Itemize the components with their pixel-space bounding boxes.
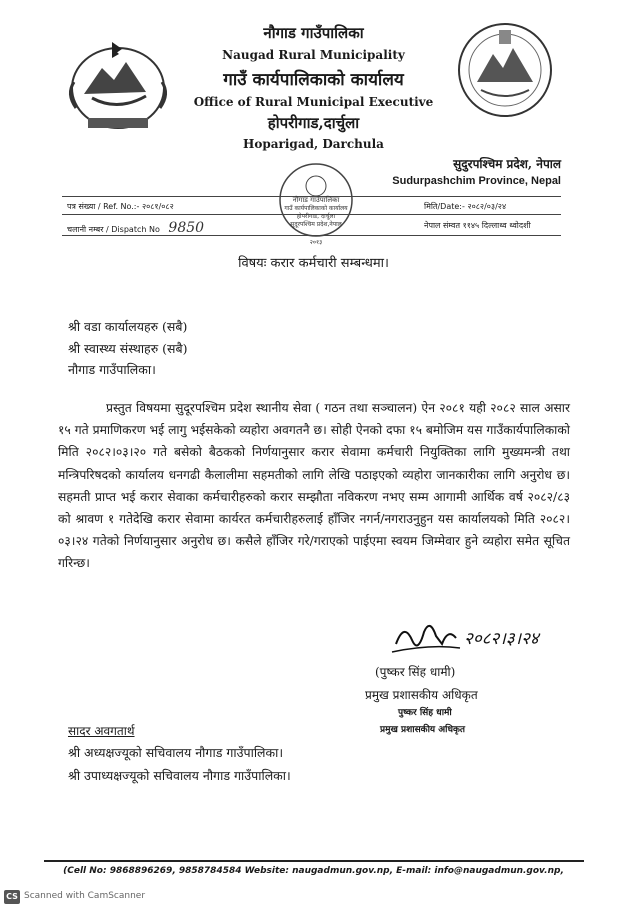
stamp-line5: २०१३ <box>309 239 323 246</box>
office-name-en: Office of Rural Municipal Executive <box>193 95 434 109</box>
letter-body <box>58 397 570 575</box>
signatory-stamp-name: पुष्कर सिंह धामी <box>398 708 452 718</box>
ref-label: पत्र संख्या / Ref. No.:- <box>67 202 140 211</box>
province-np: सुदुरपश्चिम प्रदेश, नेपाल <box>453 157 561 171</box>
date <box>424 201 506 212</box>
recipient-line: नौगाड गाउँपालिका। <box>68 362 156 377</box>
signatory-stamp-title: प्रमुख प्रशासकीय अधिकृत <box>380 725 466 735</box>
signature-date: २०८२।३।२४ <box>464 629 539 649</box>
ref-value: २०८१/०८२ <box>141 202 174 211</box>
province-en: Sudurpashchim Province, Nepal <box>392 175 561 187</box>
date-value: २०८२/०३/२४ <box>467 202 507 211</box>
cc-line: श्री अध्यक्षज्यूको सचिवालय नौगाड गाउँपालिका। <box>68 745 284 760</box>
stamp-line4: सुदूरपश्चिम प्रदेश,नेपाल <box>290 221 342 228</box>
municipality-name-np: नौगाड गाउँपालिका <box>263 24 364 42</box>
dispatch-number <box>67 220 204 236</box>
municipality-name-en: Naugad Rural Municipality <box>222 48 405 62</box>
dispatch-label: चलानी नम्बर / Dispatch No <box>67 225 160 234</box>
letter-subject: विषयः करार कर्मचारी सम्बन्धमा। <box>238 256 389 271</box>
camscanner-logo-icon: CS <box>4 890 20 904</box>
ref-number <box>67 201 174 212</box>
date-label: मिति/Date:- <box>424 202 465 211</box>
stamp-line1: नौगाड गाउँपालिका <box>292 196 340 204</box>
recipient-line: श्री स्वास्थ्य संस्थाहरु (सबै) <box>68 341 188 356</box>
signatory-name: (पुष्कर सिंह धामी) <box>375 665 456 679</box>
scanner-watermark: Scanned with CamScanner <box>24 891 146 901</box>
handwritten-signature <box>390 614 560 664</box>
stamp-line3: होपरीगाड, दार्चुला <box>296 213 336 220</box>
office-name-np: गाउँ कार्यपालिकाको कार्यालय <box>223 70 404 90</box>
cc-line: श्री उपाध्यक्षज्यूको सचिवालय नौगाड गाउँपालिका। <box>68 768 291 783</box>
recipient-line: श्री वडा कार्यालयहरु (सबै) <box>68 319 188 334</box>
signatory-title: प्रमुख प्रशासकीय अधिकृत <box>365 688 478 702</box>
stamp-line2: गाउँ कार्यपालिकाको कार्यालय <box>284 205 348 212</box>
dispatch-value: 9850 <box>168 220 205 236</box>
office-stamp <box>266 160 366 250</box>
place-name-np: होपरीगाड,दार्चुला <box>267 114 360 132</box>
place-name-en: Hoparigad, Darchula <box>243 137 384 151</box>
footer-contact: (Cell No: 9868896269, 9858784584 Website: naugadmun.gov.np, E-mail: info@naugadmun.gov.np, <box>63 866 564 876</box>
body-paragraph: प्रस्तुत विषयमा सुदूरपश्चिम प्रदेश स्थानीय सेवा ( गठन तथा सञ्चालन) ऐन २०८१ यही २०८२ साल असार १५ गते प्रमाणिकरण भई लागु भईसकेको व्यहोरा अवगतनै छ। सोही ऐनको दफा १५ बमोजिम यस गाउँकार्यपालिकाको मिति २०८२।०३।२० गते बसेको बैठकको निर्णयानुसार करार सेवामा कर्मचारी नियुक्तिका लागि मुख्यमन्त्री तथा मन्त्रिपरिषदको कार्यालय धनगढी कैलालीमा सहमतीको लागि लेखि पठाइएको व्यहोरा जानकारीका लागि अनुरोध छ। सहमती प्राप्त भई करार सेवाका कर्मचारीहरुको करार सम्झौता नविकरण नभए सम्म आगामी आर्थिक वर्ष २०८२/८३ को श्रावण १ गतेदेखि करार सेवामा कार्यरत कर्मचारीहरुलाई हाँजिर नगर्न/नगराउनुहुन यस कार्यालयको मिति २०८२।०३।२४ गतेको निर्णयानुसार अनुरोध छ। कसैले हाँजिर गरे/गराएको पाईएमा स्वयम जिम्मेवार हुने व्यहोरा समेत सूचित गरिन्छ। <box>58 401 570 571</box>
footer-divider <box>44 860 584 862</box>
cc-heading: सादर अवगतार्थ <box>68 724 135 738</box>
nepal-sambat-era: नेपाल संम्वत ११४५ दिल्लाथ्व थ्वोदशी <box>424 221 531 230</box>
